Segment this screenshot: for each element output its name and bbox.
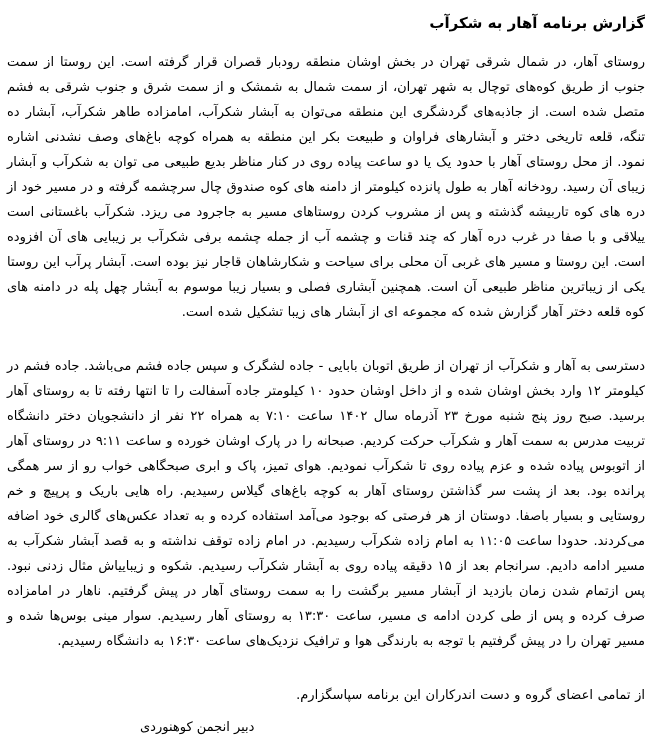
document-title: گزارش برنامه آهار به شکرآب	[429, 14, 645, 32]
paragraph-intro-village: روستای آهار، در شمال شرقی تهران در بخش اوشان منطقه رودبار قصران قرار گرفته است. این روستا از سمت جنوب از طریق کوه‌های توچال به شهر تهران، از سمت شمال به شمشک و از سمت شرق و جنوب شرقی به فشم متصل شده است. از جاذبه‌های گردشگری این منطقه می‌توان به آبشار شکرآب، امامزاده طاهر شکرآب، آبشار ده تنگه، قلعه تاریخی دختر و آبشارهای فراوان و طبیعت بکر این منطقه به همراه کوچه باغ‌های وصف نشدنی اشاره نمود. از محل روستای آهار با حدود یک یا دو ساعت پیاده روی در کنار مناظر بدیع طبیعی می توان به شکرآب و آبشار زیبای آن رسید. رودخانه آهار به طول پانزده کیلومتر از دامنه های کوه صندوق چال سرچشمه گرفته و در مسیر خود از دره های کوه تاربیشه گذشته و پس از مشروب کردن روستاهای مسیر به جاجرود می ریزد. شکرآب باغستانی است ییلاقی و با صفا در غرب دره آهار که چند قنات و چشمه آب از جمله چشمه برفی شکرآب بر زیبایی های آن افزوده است. این روستا و مسیر های غربی آن محلی برای سیاحت و شکارشاهان قاجار نیز بوده است. آبشار پرآب این روستا یکی از زیباترین مناظر طبیعی آن است. همچنین آبشاری فصلی و بسیار زیبا موسوم به آبشار چهل پله در دامنه های کوه قلعه دختر آهار گزارش شده که مجموعه ای از آبشار های زیبا تشکیل شده است.	[7, 55, 645, 320]
signature-line: دبیر انجمن کوهنوردی	[140, 720, 255, 735]
paragraph-thanks: از تمامی اعضای گروه و دست اندرکاران این برنامه سپاسگزارم.	[296, 688, 645, 703]
paragraph-trip-report: دسترسی به آهار و شکرآب از تهران از طریق اتوبان بابایی - جاده لشگرک و سپس جاده فشم می‌باشد. جاده فشم در کیلومتر ۱۲ وارد بخش اوشان شده و از داخل اوشان حدود ۱۰ کیلومتر جاده آسفالت را تا انتها رفته تا به روستای آهار برسید. صبح روز پنج شنبه مورخ ۲۳ آذرماه سال ۱۴۰۲ ساعت ۷:۱۰ به همراه ۲۲ نفر از دانشجویان دختر دانشگاه تربیت مدرس به سمت آهار و شکرآب حرکت کردیم. صبحانه را در پارک اوشان خورده و ساعت ۹:۱۱ در روستای آهار از اتوبوس پیاده شده و عزم پیاده روی تا شکرآب نمودیم. هوای تمیز، پاک و ابری صبحگاهی خواب رو از سر همگی پرانده بود. بعد از پشت سر گذاشتن روستای آهار به کوچه باغ‌های گیلاس رسیدیم. راه هایی باریک و پرپیچ و خم روستایی و بسیار باصفا. دوستان از هر فرصتی که بوجود می‌آمد استفاده کرده و به تعداد عکس‌های گالری خود اضافه می‌کردند. حدودا ساعت ۱۱:۰۵ به امام زاده شکرآب رسیدیم. در امام زاده توقف نداشته و به قصد آبشار شکرآب به مسیر ادامه دادیم. سرانجام بعد از ۱۵ دقیقه پیاده روی به آبشار شکرآب رسیدیم. شکوه و زیباییاش مثال زدنی نبود. پس ازتمام شدن زمان بازدید از آبشار مسیر برگشت را به سمت روستای آهار در پیش گرفتیم. ناهار در امامزاده صرف کرده و پس از طی کردن ادامه ی مسیر، ساعت ۱۳:۳۰ به روستای آهار رسیدیم. سوار مینی بوس‌ها شده و مسیر تهران را در پیش گرفتیم با توجه به بارندگی هوا و ترافیک نزدیک‌های ساعت ۱۶:۳۰ به دانشگاه رسیدیم.	[7, 359, 646, 649]
